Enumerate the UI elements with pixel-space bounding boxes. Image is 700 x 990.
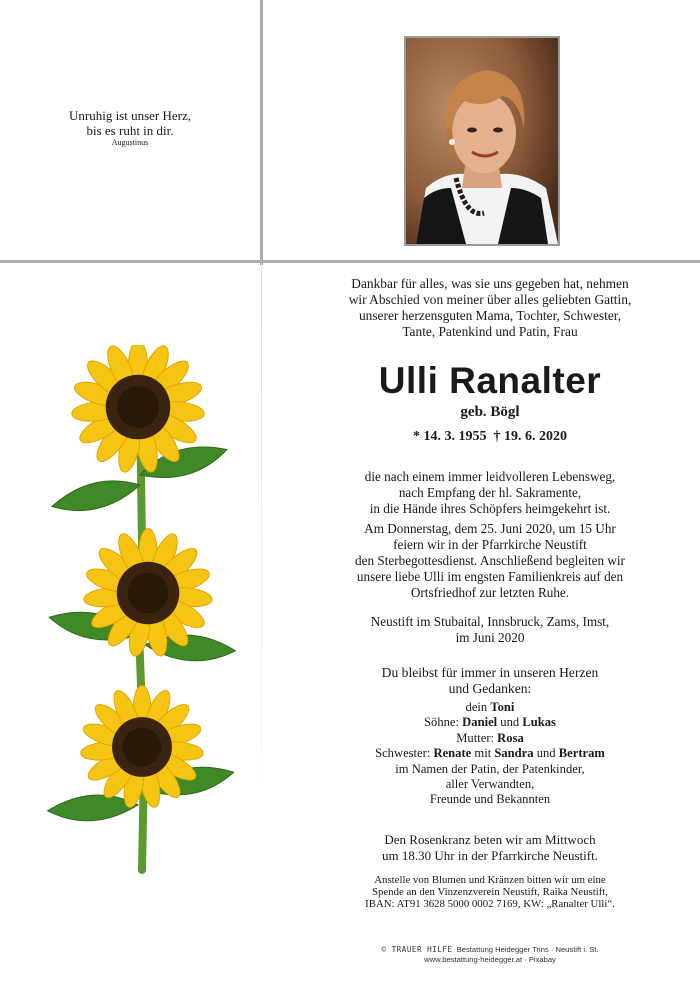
quote-line-2: bis es ruht in dir.	[86, 123, 174, 138]
connector: und	[533, 746, 559, 761]
intro-line: unserer herzensguten Mama, Tochter, Schwester,	[358, 308, 622, 323]
maiden-name: geb. Bögl	[460, 404, 520, 420]
text-line: und Gedanken:	[448, 681, 532, 696]
label: dein	[465, 700, 491, 714]
vertical-divider	[260, 0, 263, 265]
family-list	[300, 700, 680, 808]
text-line: feiern wir in der Pfarrkirche Neustift	[393, 537, 587, 552]
service-paragraph	[300, 521, 680, 601]
text-line: den Sterbegottesdienst. Anschließend begleiten wir	[355, 553, 625, 568]
footer	[300, 945, 680, 965]
text-line: Ortsfriedhof zur letzten Ruhe.	[410, 585, 570, 600]
quote-author: Augustinus	[111, 138, 149, 147]
text-line: IBAN: AT91 3628 5000 0002 7169, KW: „Ranalter Ulli“.	[365, 898, 615, 910]
rosary-paragraph	[300, 832, 680, 864]
text-line: Du bleibst für immer in unseren Herzen	[381, 665, 599, 680]
memory-paragraph	[300, 665, 680, 697]
name: Renate	[433, 746, 472, 761]
quote-block	[40, 108, 220, 148]
family-mother	[300, 731, 680, 746]
life-dates: * 14. 3. 1955 † 19. 6. 2020	[413, 429, 567, 444]
intro-text	[300, 276, 680, 340]
text-line: aller Verwandten,	[445, 777, 535, 792]
text-line: die nach einem immer leidvolleren Lebensweg,	[364, 469, 616, 484]
name: Rosa	[497, 730, 524, 745]
donation-paragraph	[300, 874, 680, 910]
quote-line-1: Unruhig ist unser Herz,	[68, 108, 192, 123]
life-paragraph	[300, 469, 680, 517]
text-line: Am Donnerstag, dem 25. Juni 2020, um 15 Uhr	[364, 521, 616, 536]
footer-line-1	[300, 945, 680, 955]
name: Bertram	[558, 746, 605, 761]
portrait-illustration	[406, 38, 558, 244]
label: Schwester:	[375, 746, 434, 761]
connector: mit	[471, 746, 495, 761]
text-line: Anstelle von Blumen und Kränzen bitten wir um eine	[374, 874, 606, 886]
text-line: unsere liebe Ulli im engsten Familienkreis auf den	[356, 569, 624, 584]
text-line: im Namen der Patin, der Patenkinder,	[395, 761, 585, 776]
places-paragraph	[300, 614, 680, 646]
text-line: nach Empfang der hl. Sakramente,	[398, 485, 582, 500]
label: Söhne:	[424, 715, 463, 730]
intro-line: Tante, Patenkind und Patin, Frau	[402, 324, 578, 339]
label: Mutter:	[456, 730, 498, 745]
deceased-name: Ulli Ranalter	[378, 360, 602, 401]
name: Daniel	[462, 715, 498, 730]
name: Toni	[490, 700, 515, 714]
family-husband	[300, 700, 680, 715]
name: Lukas	[522, 715, 556, 730]
horizontal-divider	[0, 260, 700, 263]
text-line: Freunde und Bekannten	[429, 792, 551, 807]
sunflower-illustration	[10, 345, 280, 875]
family-sister	[300, 746, 680, 761]
text-line: Neustift im Stubaital, Innsbruck, Zams, Imst,	[370, 614, 610, 629]
footer-line-2: www.bestattung-heidegger.at · Pixabay	[424, 955, 556, 964]
footer-text: Bestattung Heidegger Trins · Neustift i. St.	[452, 945, 599, 954]
brand-logo: © TRAUER HILFE	[381, 945, 453, 954]
text-line: im Juni 2020	[455, 630, 525, 645]
text-line: in die Hände ihres Schöpfers heimgekehrt ist.	[369, 501, 611, 516]
intro-line: Dankbar für alles, was sie uns gegeben hat, nehmen	[351, 276, 629, 291]
name: Sandra	[494, 746, 534, 761]
intro-line: wir Abschied von meiner über alles geliebten Gattin,	[348, 292, 632, 307]
text-line: Den Rosenkranz beten wir am Mittwoch	[384, 832, 596, 847]
family-sons	[300, 715, 680, 730]
text-line: Spende an den Vinzenzverein Neustift, Raika Neustift,	[371, 886, 608, 898]
text-line: um 18.30 Uhr in der Pfarrkirche Neustift.	[382, 848, 598, 863]
connector: und	[497, 715, 523, 730]
portrait-photo	[404, 36, 560, 246]
